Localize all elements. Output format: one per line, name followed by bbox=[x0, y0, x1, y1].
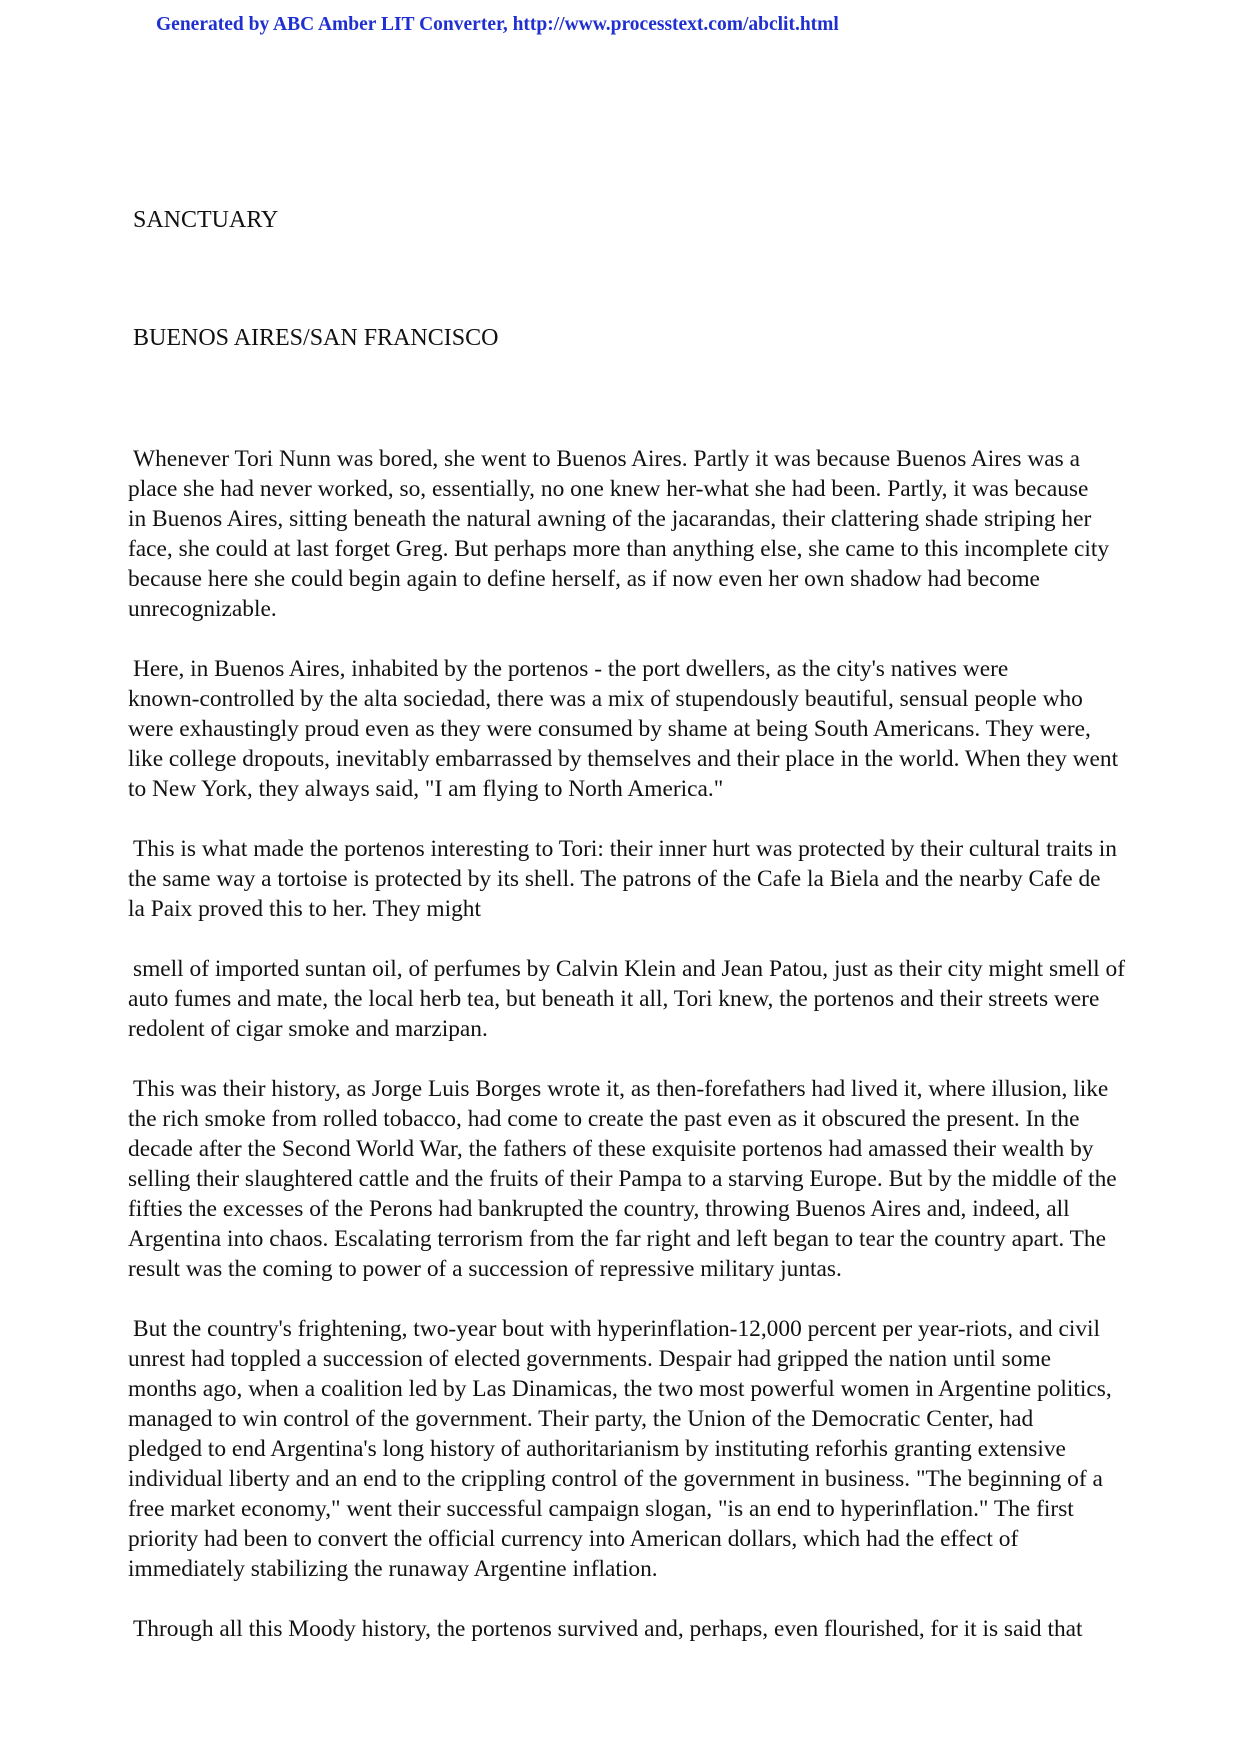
paragraph: Through all this Moody history, the portenos survived and, perhaps, even flourished, for it is said that bbox=[133, 1616, 1083, 1642]
document-title: SANCTUARY bbox=[133, 207, 279, 233]
document-subtitle: BUENOS AIRES/SAN FRANCISCO bbox=[133, 325, 499, 351]
paragraph: Whenever Tori Nunn was bored, she went to Buenos Aires. Partly it was because Buenos Aires was a place she had never worked, so, essentially, no one knew her-what she had been. Partly, it was because in Buenos Aires, sitting beneath the natural awning of the jacarandas, their clattering shade striping her face, she could at last forget Greg. But perhaps more than anything else, she came to this incomplete city because here she could begin again to define herself, as if now even her own shadow had become unrecognizable. bbox=[128, 446, 1110, 622]
generator-link[interactable]: Generated by ABC Amber LIT Converter, http://www.processtext.com/abclit.html bbox=[156, 14, 839, 35]
paragraph: Here, in Buenos Aires, inhabited by the portenos - the port dwellers, as the city's natives were known-controlled by the alta sociedad, there was a mix of stupendously beautiful, sensual people who were exhaustingly proud even as they were consumed by shame at being South Americans. They were, like college dropouts, inevitably embarrassed by themselves and their place in the world. When they went to New York, they always said, "I am flying to North America." bbox=[128, 656, 1119, 802]
paragraph: smell of imported suntan oil, of perfumes by Calvin Klein and Jean Patou, just as their city might smell of auto fumes and mate, the local herb tea, but beneath it all, Tori knew, the portenos and their streets were redolent of cigar smoke and marzipan. bbox=[128, 956, 1125, 1042]
body-text bbox=[128, 444, 1132, 1674]
paragraph: But the country's frightening, two-year bout with hyperinflation-12,000 percent per year-riots, and civil unrest had toppled a succession of elected governments. Despair had gripped the nation until some months ago, when a coalition led by Las Dinamicas, the two most powerful women in Argentine politics, managed to win control of the government. Their party, the Union of the Democratic Center, had pledged to end Argentina's long history of authoritarianism by instituting reforhis granting extensive individual liberty and an end to the crippling control of the government in business. "The beginning of a free market economy," went their successful campaign slogan, "is an end to hyperinflation." The first priority had been to convert the official currency into American dollars, which had the effect of immediately stabilizing the runaway Argentine inflation. bbox=[128, 1316, 1112, 1582]
paragraph: This is what made the portenos interesting to Tori: their inner hurt was protected by their cultural traits in the same way a tortoise is protected by its shell. The patrons of the Cafe la Biela and the nearby Cafe de la Paix proved this to her. They might bbox=[128, 836, 1117, 922]
paragraph: This was their history, as Jorge Luis Borges wrote it, as then-forefathers had lived it, where illusion, like the rich smoke from rolled tobacco, had come to create the past even as it obscured the present. In the decade after the Second World War, the fathers of these exquisite portenos had amassed their wealth by selling their slaughtered cattle and the fruits of their Pampa to a starving Europe. But by the middle of the fifties the excesses of the Perons had bankrupted the country, throwing Buenos Aires and, indeed, all Argentina into chaos. Escalating terrorism from the far right and left began to tear the country apart. The result was the coming to power of a succession of repressive military juntas. bbox=[128, 1076, 1117, 1282]
